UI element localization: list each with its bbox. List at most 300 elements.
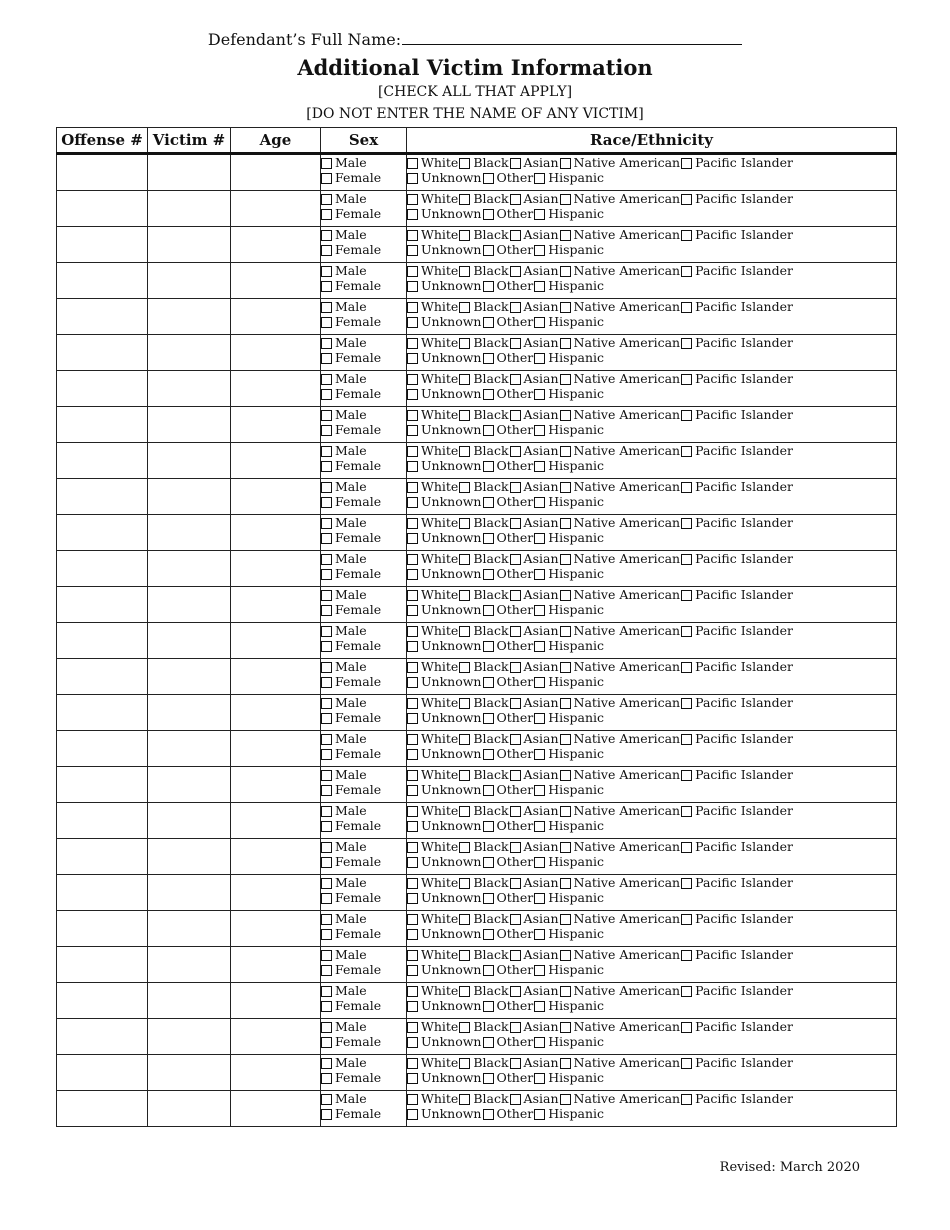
checkbox-hispanic[interactable] (534, 1001, 545, 1012)
checkbox-other[interactable] (483, 713, 494, 724)
checkbox-black[interactable] (459, 590, 470, 601)
checkbox-female[interactable] (321, 857, 332, 868)
checkbox-black[interactable] (459, 950, 470, 961)
checkbox-native-american[interactable] (560, 554, 571, 565)
age-cell[interactable] (231, 875, 321, 911)
checkbox-hispanic[interactable] (534, 281, 545, 292)
checkbox-other[interactable] (483, 785, 494, 796)
checkbox-other[interactable] (483, 1073, 494, 1084)
checkbox-asian[interactable] (510, 194, 521, 205)
checkbox-black[interactable] (459, 230, 470, 241)
checkbox-native-american[interactable] (560, 1058, 571, 1069)
checkbox-unknown[interactable] (407, 641, 418, 652)
checkbox-hispanic[interactable] (534, 209, 545, 220)
checkbox-male[interactable] (321, 734, 332, 745)
checkbox-asian[interactable] (510, 590, 521, 601)
checkbox-hispanic[interactable] (534, 497, 545, 508)
checkbox-hispanic[interactable] (534, 893, 545, 904)
offense-cell[interactable] (57, 551, 148, 587)
checkbox-hispanic[interactable] (534, 857, 545, 868)
age-cell[interactable] (231, 1019, 321, 1055)
checkbox-female[interactable] (321, 929, 332, 940)
checkbox-pacific-islander[interactable] (681, 662, 692, 673)
checkbox-pacific-islander[interactable] (681, 302, 692, 313)
checkbox-native-american[interactable] (560, 1022, 571, 1033)
age-cell[interactable] (231, 731, 321, 767)
checkbox-native-american[interactable] (560, 698, 571, 709)
checkbox-hispanic[interactable] (534, 641, 545, 652)
offense-cell[interactable] (57, 623, 148, 659)
checkbox-white[interactable] (407, 770, 418, 781)
checkbox-asian[interactable] (510, 842, 521, 853)
checkbox-male[interactable] (321, 986, 332, 997)
checkbox-white[interactable] (407, 266, 418, 277)
checkbox-male[interactable] (321, 914, 332, 925)
checkbox-black[interactable] (459, 1094, 470, 1105)
checkbox-native-american[interactable] (560, 410, 571, 421)
checkbox-female[interactable] (321, 569, 332, 580)
checkbox-pacific-islander[interactable] (681, 194, 692, 205)
checkbox-native-american[interactable] (560, 986, 571, 997)
checkbox-unknown[interactable] (407, 677, 418, 688)
checkbox-female[interactable] (321, 533, 332, 544)
checkbox-pacific-islander[interactable] (681, 770, 692, 781)
checkbox-asian[interactable] (510, 266, 521, 277)
checkbox-unknown[interactable] (407, 281, 418, 292)
offense-cell[interactable] (57, 154, 148, 191)
checkbox-female[interactable] (321, 173, 332, 184)
checkbox-unknown[interactable] (407, 173, 418, 184)
checkbox-asian[interactable] (510, 626, 521, 637)
checkbox-native-american[interactable] (560, 1094, 571, 1105)
victim-cell[interactable] (148, 191, 231, 227)
checkbox-pacific-islander[interactable] (681, 482, 692, 493)
checkbox-unknown[interactable] (407, 1109, 418, 1120)
checkbox-asian[interactable] (510, 698, 521, 709)
checkbox-female[interactable] (321, 821, 332, 832)
checkbox-native-american[interactable] (560, 374, 571, 385)
checkbox-other[interactable] (483, 1037, 494, 1048)
victim-cell[interactable] (148, 515, 231, 551)
checkbox-asian[interactable] (510, 158, 521, 169)
checkbox-female[interactable] (321, 641, 332, 652)
offense-cell[interactable] (57, 911, 148, 947)
offense-cell[interactable] (57, 659, 148, 695)
checkbox-unknown[interactable] (407, 1037, 418, 1048)
checkbox-unknown[interactable] (407, 1001, 418, 1012)
checkbox-white[interactable] (407, 698, 418, 709)
checkbox-pacific-islander[interactable] (681, 1058, 692, 1069)
checkbox-native-american[interactable] (560, 518, 571, 529)
checkbox-hispanic[interactable] (534, 389, 545, 400)
checkbox-hispanic[interactable] (534, 461, 545, 472)
checkbox-pacific-islander[interactable] (681, 266, 692, 277)
offense-cell[interactable] (57, 371, 148, 407)
checkbox-hispanic[interactable] (534, 317, 545, 328)
checkbox-female[interactable] (321, 425, 332, 436)
checkbox-native-american[interactable] (560, 266, 571, 277)
checkbox-male[interactable] (321, 1022, 332, 1033)
checkbox-hispanic[interactable] (534, 569, 545, 580)
checkbox-other[interactable] (483, 461, 494, 472)
checkbox-hispanic[interactable] (534, 245, 545, 256)
checkbox-white[interactable] (407, 194, 418, 205)
checkbox-male[interactable] (321, 878, 332, 889)
checkbox-hispanic[interactable] (534, 785, 545, 796)
checkbox-unknown[interactable] (407, 785, 418, 796)
checkbox-hispanic[interactable] (534, 1037, 545, 1048)
checkbox-white[interactable] (407, 374, 418, 385)
age-cell[interactable] (231, 695, 321, 731)
victim-cell[interactable] (148, 767, 231, 803)
checkbox-male[interactable] (321, 374, 332, 385)
checkbox-male[interactable] (321, 1058, 332, 1069)
victim-cell[interactable] (148, 623, 231, 659)
checkbox-black[interactable] (459, 914, 470, 925)
age-cell[interactable] (231, 479, 321, 515)
checkbox-unknown[interactable] (407, 425, 418, 436)
checkbox-pacific-islander[interactable] (681, 950, 692, 961)
checkbox-unknown[interactable] (407, 821, 418, 832)
checkbox-pacific-islander[interactable] (681, 734, 692, 745)
checkbox-native-american[interactable] (560, 806, 571, 817)
checkbox-asian[interactable] (510, 230, 521, 241)
checkbox-unknown[interactable] (407, 713, 418, 724)
checkbox-white[interactable] (407, 482, 418, 493)
offense-cell[interactable] (57, 263, 148, 299)
checkbox-female[interactable] (321, 1037, 332, 1048)
checkbox-black[interactable] (459, 662, 470, 673)
age-cell[interactable] (231, 767, 321, 803)
checkbox-black[interactable] (459, 302, 470, 313)
checkbox-female[interactable] (321, 713, 332, 724)
checkbox-pacific-islander[interactable] (681, 590, 692, 601)
offense-cell[interactable] (57, 839, 148, 875)
age-cell[interactable] (231, 911, 321, 947)
checkbox-male[interactable] (321, 230, 332, 241)
checkbox-native-american[interactable] (560, 914, 571, 925)
checkbox-other[interactable] (483, 497, 494, 508)
checkbox-white[interactable] (407, 662, 418, 673)
checkbox-hispanic[interactable] (534, 1073, 545, 1084)
checkbox-hispanic[interactable] (534, 965, 545, 976)
checkbox-female[interactable] (321, 1109, 332, 1120)
checkbox-other[interactable] (483, 641, 494, 652)
victim-cell[interactable] (148, 659, 231, 695)
offense-cell[interactable] (57, 191, 148, 227)
checkbox-black[interactable] (459, 266, 470, 277)
offense-cell[interactable] (57, 335, 148, 371)
victim-cell[interactable] (148, 839, 231, 875)
checkbox-other[interactable] (483, 605, 494, 616)
checkbox-asian[interactable] (510, 374, 521, 385)
age-cell[interactable] (231, 443, 321, 479)
checkbox-unknown[interactable] (407, 965, 418, 976)
checkbox-native-american[interactable] (560, 590, 571, 601)
checkbox-native-american[interactable] (560, 482, 571, 493)
checkbox-asian[interactable] (510, 806, 521, 817)
checkbox-male[interactable] (321, 698, 332, 709)
checkbox-white[interactable] (407, 446, 418, 457)
age-cell[interactable] (231, 154, 321, 191)
checkbox-black[interactable] (459, 338, 470, 349)
checkbox-white[interactable] (407, 878, 418, 889)
checkbox-male[interactable] (321, 626, 332, 637)
checkbox-white[interactable] (407, 986, 418, 997)
checkbox-asian[interactable] (510, 518, 521, 529)
checkbox-black[interactable] (459, 1022, 470, 1033)
checkbox-unknown[interactable] (407, 749, 418, 760)
checkbox-black[interactable] (459, 158, 470, 169)
checkbox-male[interactable] (321, 950, 332, 961)
checkbox-native-american[interactable] (560, 950, 571, 961)
offense-cell[interactable] (57, 407, 148, 443)
checkbox-unknown[interactable] (407, 533, 418, 544)
checkbox-asian[interactable] (510, 338, 521, 349)
checkbox-pacific-islander[interactable] (681, 230, 692, 241)
checkbox-hispanic[interactable] (534, 605, 545, 616)
checkbox-native-american[interactable] (560, 194, 571, 205)
victim-cell[interactable] (148, 443, 231, 479)
checkbox-female[interactable] (321, 1001, 332, 1012)
checkbox-black[interactable] (459, 878, 470, 889)
checkbox-asian[interactable] (510, 770, 521, 781)
checkbox-pacific-islander[interactable] (681, 842, 692, 853)
age-cell[interactable] (231, 263, 321, 299)
age-cell[interactable] (231, 227, 321, 263)
victim-cell[interactable] (148, 299, 231, 335)
offense-cell[interactable] (57, 983, 148, 1019)
age-cell[interactable] (231, 407, 321, 443)
checkbox-native-american[interactable] (560, 878, 571, 889)
victim-cell[interactable] (148, 1091, 231, 1127)
checkbox-other[interactable] (483, 677, 494, 688)
checkbox-male[interactable] (321, 482, 332, 493)
checkbox-white[interactable] (407, 230, 418, 241)
victim-cell[interactable] (148, 803, 231, 839)
victim-cell[interactable] (148, 731, 231, 767)
victim-cell[interactable] (148, 1055, 231, 1091)
checkbox-asian[interactable] (510, 914, 521, 925)
checkbox-hispanic[interactable] (534, 1109, 545, 1120)
checkbox-male[interactable] (321, 338, 332, 349)
checkbox-black[interactable] (459, 410, 470, 421)
checkbox-pacific-islander[interactable] (681, 374, 692, 385)
checkbox-female[interactable] (321, 965, 332, 976)
victim-cell[interactable] (148, 983, 231, 1019)
checkbox-asian[interactable] (510, 662, 521, 673)
checkbox-hispanic[interactable] (534, 353, 545, 364)
checkbox-pacific-islander[interactable] (681, 806, 692, 817)
victim-cell[interactable] (148, 335, 231, 371)
checkbox-other[interactable] (483, 281, 494, 292)
checkbox-white[interactable] (407, 806, 418, 817)
checkbox-white[interactable] (407, 950, 418, 961)
checkbox-male[interactable] (321, 842, 332, 853)
checkbox-male[interactable] (321, 554, 332, 565)
checkbox-other[interactable] (483, 1109, 494, 1120)
checkbox-unknown[interactable] (407, 209, 418, 220)
offense-cell[interactable] (57, 587, 148, 623)
checkbox-hispanic[interactable] (534, 749, 545, 760)
checkbox-white[interactable] (407, 734, 418, 745)
checkbox-unknown[interactable] (407, 857, 418, 868)
age-cell[interactable] (231, 371, 321, 407)
checkbox-other[interactable] (483, 929, 494, 940)
checkbox-other[interactable] (483, 1001, 494, 1012)
offense-cell[interactable] (57, 731, 148, 767)
offense-cell[interactable] (57, 1091, 148, 1127)
victim-cell[interactable] (148, 1019, 231, 1055)
checkbox-white[interactable] (407, 914, 418, 925)
checkbox-other[interactable] (483, 209, 494, 220)
checkbox-male[interactable] (321, 518, 332, 529)
checkbox-other[interactable] (483, 353, 494, 364)
offense-cell[interactable] (57, 479, 148, 515)
checkbox-white[interactable] (407, 518, 418, 529)
checkbox-black[interactable] (459, 698, 470, 709)
checkbox-unknown[interactable] (407, 929, 418, 940)
age-cell[interactable] (231, 659, 321, 695)
victim-cell[interactable] (148, 227, 231, 263)
checkbox-white[interactable] (407, 158, 418, 169)
checkbox-unknown[interactable] (407, 353, 418, 364)
checkbox-male[interactable] (321, 590, 332, 601)
checkbox-male[interactable] (321, 770, 332, 781)
checkbox-other[interactable] (483, 533, 494, 544)
checkbox-black[interactable] (459, 842, 470, 853)
checkbox-other[interactable] (483, 821, 494, 832)
checkbox-pacific-islander[interactable] (681, 518, 692, 529)
checkbox-asian[interactable] (510, 986, 521, 997)
checkbox-other[interactable] (483, 425, 494, 436)
checkbox-male[interactable] (321, 446, 332, 457)
checkbox-pacific-islander[interactable] (681, 1022, 692, 1033)
offense-cell[interactable] (57, 443, 148, 479)
checkbox-pacific-islander[interactable] (681, 698, 692, 709)
offense-cell[interactable] (57, 299, 148, 335)
checkbox-black[interactable] (459, 446, 470, 457)
age-cell[interactable] (231, 299, 321, 335)
checkbox-unknown[interactable] (407, 605, 418, 616)
checkbox-native-american[interactable] (560, 626, 571, 637)
checkbox-native-american[interactable] (560, 158, 571, 169)
offense-cell[interactable] (57, 227, 148, 263)
checkbox-black[interactable] (459, 482, 470, 493)
offense-cell[interactable] (57, 1019, 148, 1055)
victim-cell[interactable] (148, 407, 231, 443)
offense-cell[interactable] (57, 515, 148, 551)
age-cell[interactable] (231, 623, 321, 659)
checkbox-native-american[interactable] (560, 446, 571, 457)
checkbox-female[interactable] (321, 677, 332, 688)
checkbox-other[interactable] (483, 569, 494, 580)
age-cell[interactable] (231, 983, 321, 1019)
checkbox-unknown[interactable] (407, 461, 418, 472)
checkbox-asian[interactable] (510, 1022, 521, 1033)
offense-cell[interactable] (57, 803, 148, 839)
checkbox-pacific-islander[interactable] (681, 1094, 692, 1105)
victim-cell[interactable] (148, 263, 231, 299)
checkbox-hispanic[interactable] (534, 929, 545, 940)
checkbox-asian[interactable] (510, 950, 521, 961)
checkbox-other[interactable] (483, 857, 494, 868)
checkbox-pacific-islander[interactable] (681, 410, 692, 421)
age-cell[interactable] (231, 803, 321, 839)
checkbox-hispanic[interactable] (534, 677, 545, 688)
checkbox-hispanic[interactable] (534, 533, 545, 544)
checkbox-male[interactable] (321, 410, 332, 421)
checkbox-unknown[interactable] (407, 893, 418, 904)
checkbox-asian[interactable] (510, 410, 521, 421)
checkbox-other[interactable] (483, 893, 494, 904)
checkbox-white[interactable] (407, 410, 418, 421)
age-cell[interactable] (231, 839, 321, 875)
checkbox-asian[interactable] (510, 446, 521, 457)
checkbox-native-american[interactable] (560, 302, 571, 313)
checkbox-female[interactable] (321, 749, 332, 760)
checkbox-asian[interactable] (510, 1058, 521, 1069)
age-cell[interactable] (231, 335, 321, 371)
checkbox-asian[interactable] (510, 482, 521, 493)
offense-cell[interactable] (57, 1055, 148, 1091)
checkbox-white[interactable] (407, 1058, 418, 1069)
victim-cell[interactable] (148, 911, 231, 947)
checkbox-asian[interactable] (510, 302, 521, 313)
checkbox-pacific-islander[interactable] (681, 986, 692, 997)
checkbox-black[interactable] (459, 806, 470, 817)
checkbox-asian[interactable] (510, 554, 521, 565)
checkbox-pacific-islander[interactable] (681, 626, 692, 637)
offense-cell[interactable] (57, 767, 148, 803)
checkbox-male[interactable] (321, 662, 332, 673)
victim-cell[interactable] (148, 479, 231, 515)
checkbox-female[interactable] (321, 245, 332, 256)
age-cell[interactable] (231, 515, 321, 551)
checkbox-male[interactable] (321, 194, 332, 205)
checkbox-white[interactable] (407, 590, 418, 601)
checkbox-female[interactable] (321, 497, 332, 508)
checkbox-native-american[interactable] (560, 230, 571, 241)
checkbox-pacific-islander[interactable] (681, 878, 692, 889)
checkbox-male[interactable] (321, 1094, 332, 1105)
checkbox-black[interactable] (459, 1058, 470, 1069)
checkbox-pacific-islander[interactable] (681, 554, 692, 565)
age-cell[interactable] (231, 587, 321, 623)
checkbox-native-american[interactable] (560, 842, 571, 853)
checkbox-hispanic[interactable] (534, 173, 545, 184)
checkbox-black[interactable] (459, 986, 470, 997)
checkbox-female[interactable] (321, 461, 332, 472)
checkbox-female[interactable] (321, 281, 332, 292)
checkbox-unknown[interactable] (407, 1073, 418, 1084)
checkbox-asian[interactable] (510, 878, 521, 889)
checkbox-other[interactable] (483, 173, 494, 184)
checkbox-black[interactable] (459, 770, 470, 781)
checkbox-male[interactable] (321, 302, 332, 313)
checkbox-black[interactable] (459, 626, 470, 637)
checkbox-white[interactable] (407, 554, 418, 565)
checkbox-unknown[interactable] (407, 317, 418, 328)
checkbox-female[interactable] (321, 389, 332, 400)
checkbox-female[interactable] (321, 209, 332, 220)
defendant-name-field[interactable] (402, 30, 742, 45)
age-cell[interactable] (231, 191, 321, 227)
checkbox-black[interactable] (459, 374, 470, 385)
age-cell[interactable] (231, 947, 321, 983)
victim-cell[interactable] (148, 551, 231, 587)
checkbox-hispanic[interactable] (534, 425, 545, 436)
